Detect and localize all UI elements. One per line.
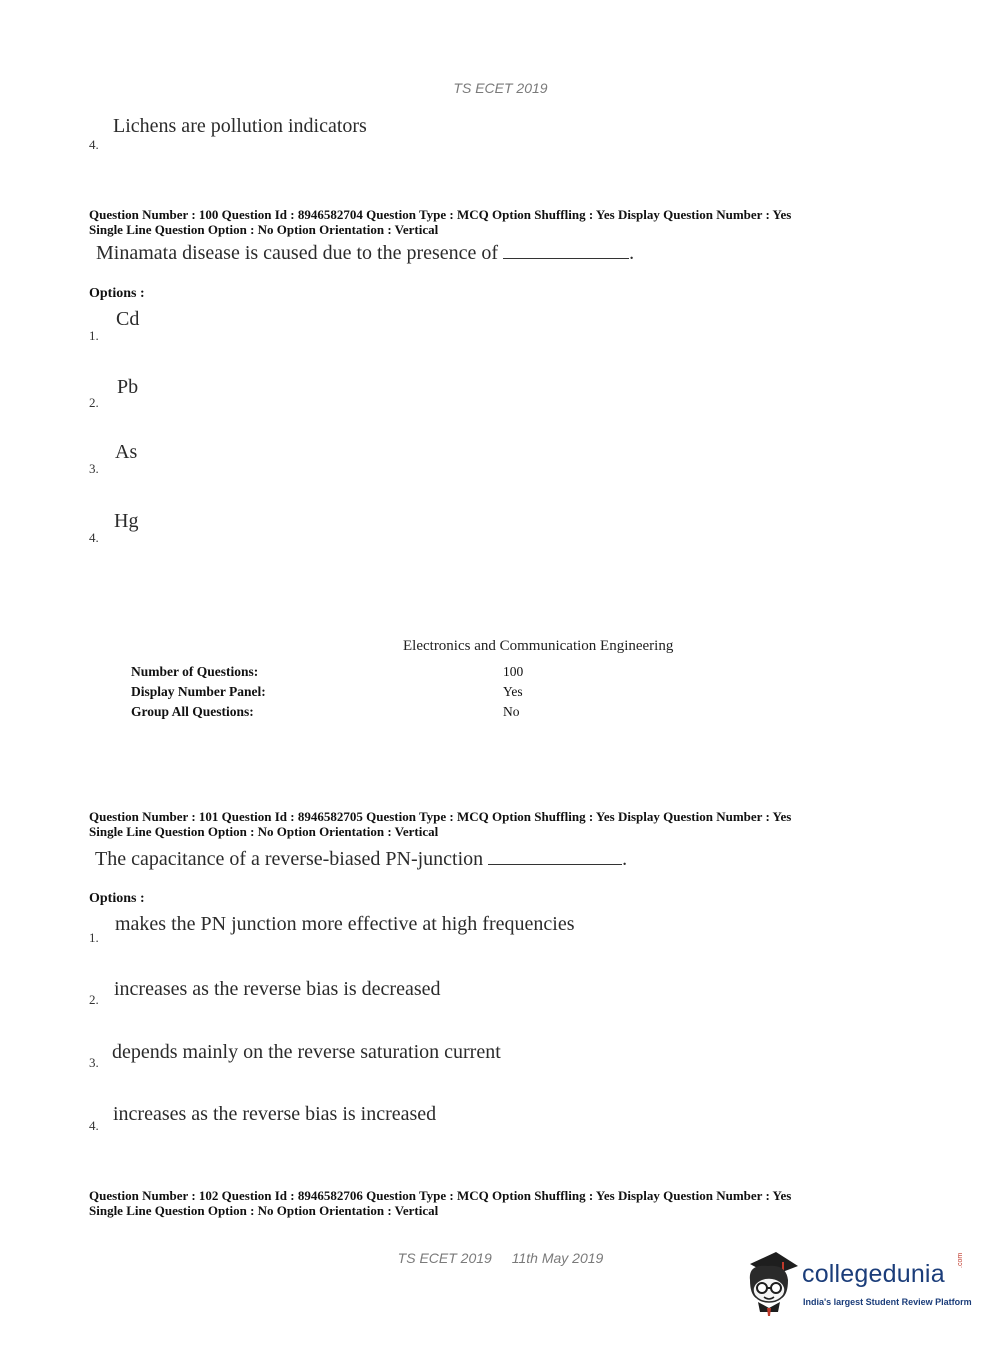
q101-question: The capacitance of a reverse-biased PN-junction: [95, 848, 484, 870]
q101-option-4-text: increases as the reverse bias is increased: [113, 1103, 437, 1125]
section-value-group-all: No: [503, 704, 520, 719]
prev-option-4-text: Lichens are pollution indicators: [113, 115, 367, 137]
q100-text: [96, 242, 634, 265]
section-title: Electronics and Communication Engineering: [403, 638, 674, 654]
logo-tagline: India's largest Student Review Platform: [803, 1297, 972, 1307]
q100-option-3-number: 3.: [89, 461, 99, 476]
q101-option-2-number: 2.: [89, 992, 99, 1007]
q100-meta-line1: Question Number : 100 Question Id : 8946582704 Question Type : MCQ Option Shuffling : Yes Display Question Number : Yes: [89, 207, 792, 222]
q102-meta: [89, 1188, 949, 1218]
q101-option-3-number: 3.: [89, 1055, 99, 1070]
q100-meta: [89, 207, 949, 237]
q100-option-2-text: Pb: [117, 376, 139, 398]
q100-option-1-text: Cd: [116, 308, 140, 330]
collegedunia-logo: [742, 1250, 972, 1320]
section-value-display-panel: Yes: [503, 684, 523, 699]
q100-option-4-text: Hg: [114, 510, 139, 532]
q102-meta-line1: Question Number : 102 Question Id : 8946582706 Question Type : MCQ Option Shuffling : Yes Display Question Number : Yes: [89, 1188, 792, 1203]
section-label-group-all: Group All Questions:: [131, 704, 254, 719]
footer-date: 11th May 2019: [511, 1250, 604, 1266]
section-label-display-panel: Display Number Panel:: [131, 684, 266, 699]
q101-meta: [89, 809, 949, 839]
q100-options-label: Options :: [89, 286, 145, 301]
q101-text: [95, 848, 627, 871]
q100-period: .: [629, 242, 635, 264]
q101-meta-line2: Single Line Question Option : No Option Orientation : Vertical: [89, 824, 439, 839]
q101-option-1-text: makes the PN junction more effective at high frequencies: [115, 913, 575, 935]
student-mascot-icon: [742, 1250, 802, 1320]
q101-period: .: [622, 848, 628, 870]
q101-options-label: Options :: [89, 891, 145, 906]
q101-option-4-number: 4.: [89, 1118, 99, 1133]
q101-option-1-number: 1.: [89, 930, 99, 945]
q101-option-2-text: increases as the reverse bias is decreased: [114, 978, 441, 1000]
q101-option-3-text: depends mainly on the reverse saturation current: [112, 1041, 501, 1063]
q101-blank: [488, 850, 622, 865]
section-value-num-questions: 100: [503, 664, 524, 679]
page-header: TS ECET 2019: [453, 80, 548, 96]
section-label-num-questions: Number of Questions:: [131, 664, 259, 679]
q100-blank: [503, 244, 629, 259]
logo-dotcom: .com: [957, 1252, 964, 1268]
prev-option-4-number: 4.: [89, 137, 99, 152]
q100-option-4-number: 4.: [89, 530, 99, 545]
q100-question: Minamata disease is caused due to the presence of: [96, 242, 499, 264]
q101-meta-line1: Question Number : 101 Question Id : 8946582705 Question Type : MCQ Option Shuffling : Yes Display Question Number : Yes: [89, 809, 792, 824]
footer-exam: TS ECET 2019: [397, 1250, 492, 1266]
logo-wordmark: collegedunia: [802, 1260, 945, 1288]
q100-meta-line2: Single Line Question Option : No Option Orientation : Vertical: [89, 222, 439, 237]
q100-option-1-number: 1.: [89, 328, 99, 343]
q100-option-3-text: As: [115, 441, 138, 463]
q102-meta-line2: Single Line Question Option : No Option Orientation : Vertical: [89, 1203, 439, 1218]
q100-option-2-number: 2.: [89, 395, 99, 410]
